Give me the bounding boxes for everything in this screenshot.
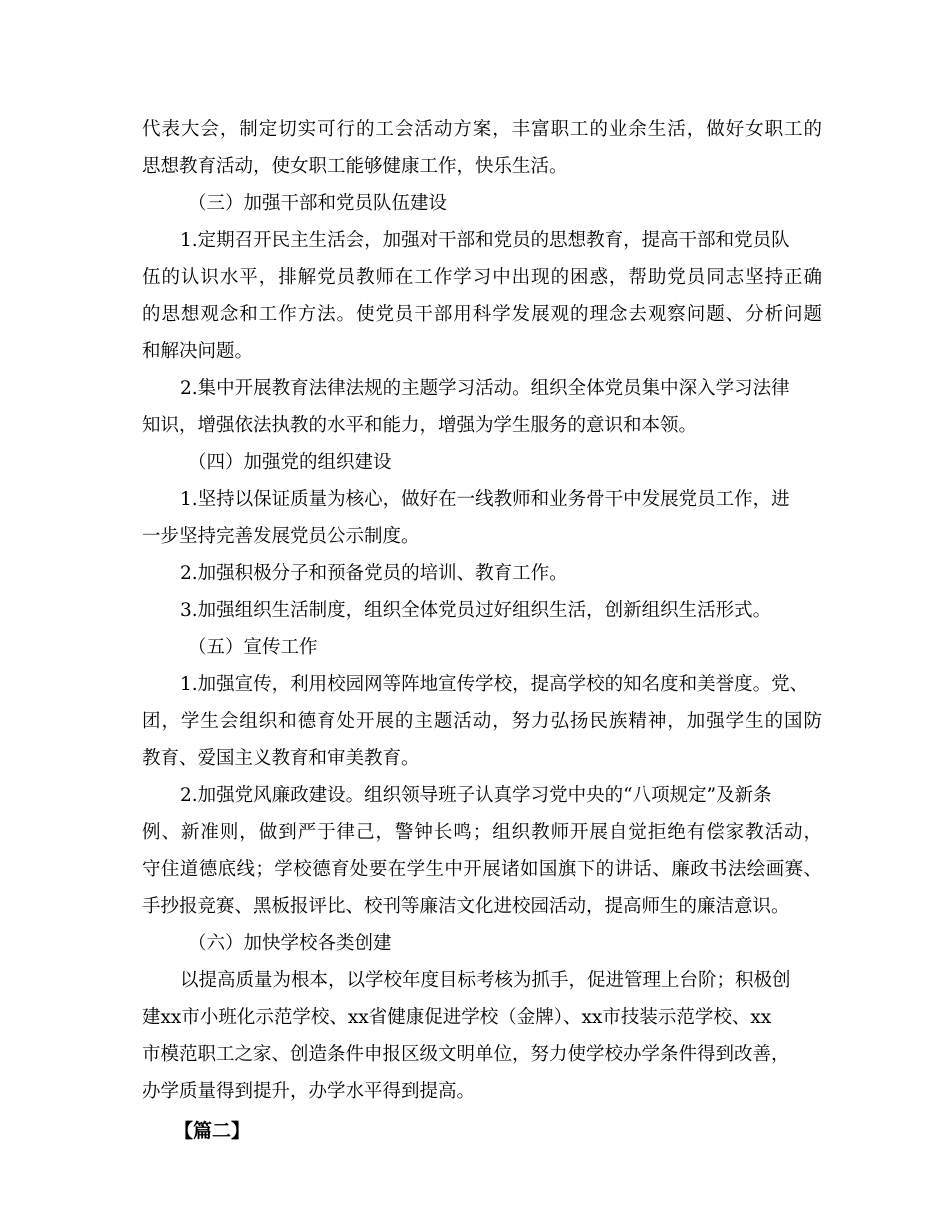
paragraph-line: 的思想观念和工作方法。使党员干部用科学发展观的理念去观察问题、分析问题 <box>142 304 822 325</box>
paragraph-line: 办学质量得到提升，办学水平得到提高。 <box>142 1081 476 1102</box>
paragraph-line: 1.加强宣传，利用校园网等阵地宣传学校，提高学校的知名度和美誉度。党、 <box>180 674 809 695</box>
paragraph-line: 以提高质量为根本，以学校年度目标考核为抓手，促进管理上台阶；积极创 <box>180 970 791 991</box>
part-heading: 【篇二】 <box>174 1120 251 1142</box>
section-heading: （四）加强党的组织建设 <box>188 452 392 473</box>
section-heading: （五）宣传工作 <box>188 637 318 658</box>
section-heading: （三）加强干部和党员队伍建设 <box>188 193 448 214</box>
paragraph-line: 1.定期召开民主生活会，加强对干部和党员的思想教育，提高干部和党员队 <box>180 230 790 251</box>
paragraph-line: 和解决问题。 <box>142 341 254 362</box>
paragraph-line: 一步坚持完善发展党员公示制度。 <box>142 526 420 547</box>
paragraph-line: 教育、爱国主义教育和审美教育。 <box>142 748 420 769</box>
paragraph-line: 手抄报竞赛、黑板报评比、校刊等廉洁文化进校园活动，提高师生的廉洁意识。 <box>142 896 790 917</box>
paragraph-line: 2.加强积极分子和预备党员的培训、教育工作。 <box>180 563 568 584</box>
paragraph-line: 代表大会，制定切实可行的工会活动方案，丰富职工的业余生活，做好女职工的 <box>142 119 822 140</box>
paragraph-line: 1.坚持以保证质量为核心，做好在一线教师和业务骨干中发展党员工作，进 <box>180 489 790 510</box>
paragraph-line: 守住道德底线；学校德育处要在学生中开展诸如国旗下的讲话、廉政书法绘画赛、 <box>142 859 822 880</box>
paragraph-line: 团，学生会组织和德育处开展的主题活动，努力弘扬民族精神，加强学生的国防 <box>142 711 822 732</box>
paragraph-line: 伍的认识水平，排解党员教师在工作学习中出现的困惑，帮助党员同志坚持正确 <box>142 267 822 288</box>
paragraph-line: 市模范职工之家、创造条件申报区级文明单位，努力使学校办学条件得到改善， <box>142 1044 790 1065</box>
section-heading: （六）加快学校各类创建 <box>188 933 392 954</box>
paragraph-line: 3.加强组织生活制度，组织全体党员过好组织生活，创新组织生活形式。 <box>180 600 772 621</box>
paragraph-line: 知识，增强依法执教的水平和能力，增强为学生服务的意识和本领。 <box>142 415 698 436</box>
paragraph-line: 2.集中开展教育法律法规的主题学习活动。组织全体党员集中深入学习法律 <box>180 378 790 399</box>
paragraph-line: 例、新准则，做到严于律己，警钟长鸣；组织教师开展自觉拒绝有偿家教活动， <box>142 822 822 843</box>
paragraph-line: 思想教育活动，使女职工能够健康工作，快乐生活。 <box>142 156 568 177</box>
paragraph-line: 2.加强党风廉政建设。组织领导班子认真学习党中央的“八项规定”及新条 <box>180 785 772 806</box>
paragraph-line: 建xx市小班化示范学校、xx省健康促进学校（金牌）、xx市技装示范学校、xx <box>142 1007 772 1028</box>
